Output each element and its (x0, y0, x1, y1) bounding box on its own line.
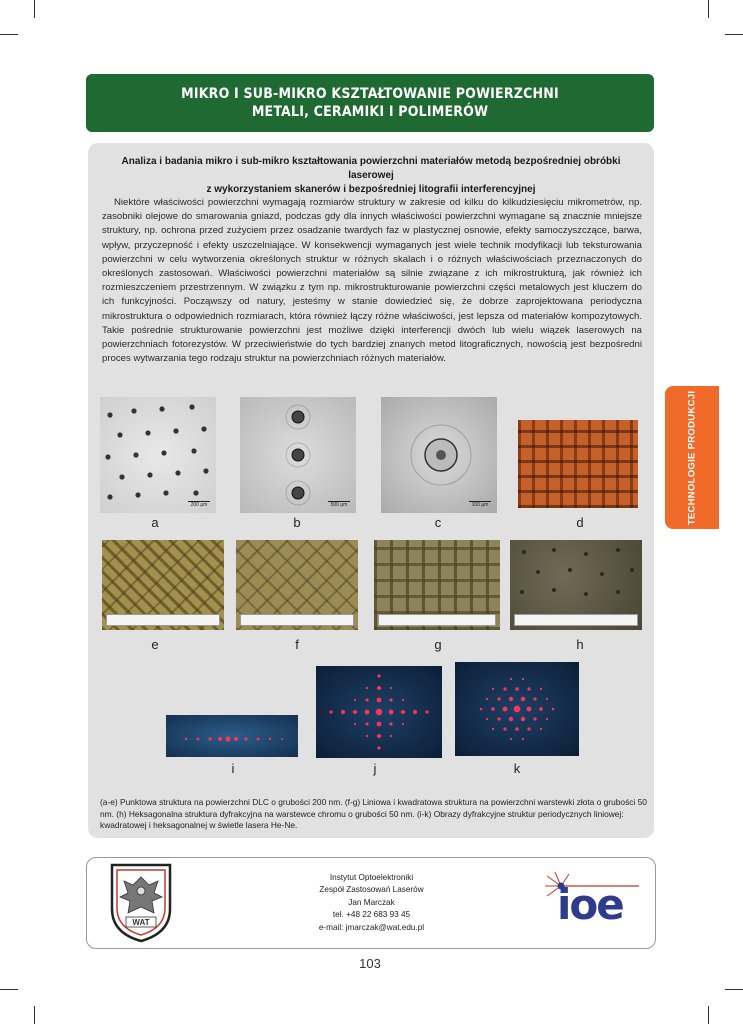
crater-column-graphic (240, 397, 356, 513)
subtitle-line-1: Analiza i badania mikro i sub-mikro kształtowania powierzchni materiałów metodą bezpośredniej obróbki laserowej (121, 156, 621, 181)
figure-j-image (316, 666, 442, 758)
scale-bar-a: 200 µm (188, 501, 210, 509)
figure-label-d: d (576, 515, 584, 530)
footer-contact (250, 872, 493, 934)
ioe-logo-text: ioe (557, 880, 623, 929)
figure-label-e: e (151, 637, 159, 652)
crop-mark (0, 34, 18, 35)
linear-diffraction-graphic (166, 715, 298, 757)
scale-bar-b: 500 µm (328, 501, 350, 509)
figure-label-b: b (293, 515, 301, 530)
scale-bar-c: 100 µm (469, 501, 491, 509)
title-line-1: MIKRO I SUB-MIKRO KSZTAŁTOWANIE POWIERZCHNI (181, 86, 559, 102)
hexagonal-diffraction-graphic (455, 662, 579, 756)
crop-mark (34, 0, 35, 18)
figure-label-k: k (513, 761, 521, 776)
footer-institute: Instytut Optoelektroniki (329, 873, 414, 882)
figure-f-image (236, 540, 358, 630)
title-line-2: METALI, CERAMIKI I POLIMERÓW (251, 104, 489, 120)
figure-label-h: h (576, 637, 584, 652)
square-diffraction-graphic (316, 666, 442, 758)
microscope-label-bar (240, 614, 354, 626)
figure-a-image (100, 397, 216, 513)
section-tab (665, 386, 719, 529)
dot-array-graphic (100, 397, 216, 513)
single-crater-graphic (381, 397, 497, 513)
wat-logo (106, 861, 176, 943)
crop-mark (725, 34, 743, 35)
microscope-label-bar (106, 614, 220, 626)
figure-g-image (374, 540, 500, 630)
section-tab-label: TECHNOLOGIE PRODUKCJI (686, 390, 698, 525)
figure-b-image (240, 397, 356, 513)
ioe-logo (543, 872, 643, 936)
footer-team: Zespół Zastosowań Laserów (319, 885, 424, 895)
wat-eagle-icon (106, 861, 176, 943)
figure-label-i: i (231, 761, 235, 776)
footer-phone: tel. +48 22 683 93 45 (332, 910, 411, 920)
figure-caption: (a-e) Punktowa struktura na powierzchni DLC o grubości 200 nm. (f-g) Liniowa i kwadratowa struktura na powierzchni warstewki złota o grubości 50 nm. (h) Heksagonalna struktura dyfrakcyjna na warstewce chromu o grubości 50 nm. (i-k) Obrazy dyfrakcyjne struktur periodycznych liniowej: kwadratowej i heksagonalnej w świetle lasera He-Ne. (100, 797, 647, 831)
article-subtitle (98, 155, 644, 197)
figure-label-f: f (295, 637, 299, 652)
figure-label-c: c (434, 515, 442, 530)
crop-mark (725, 989, 743, 990)
figure-c-image (381, 397, 497, 513)
crop-mark (708, 1006, 709, 1024)
figure-i-image (166, 715, 298, 757)
figure-d-image (518, 420, 638, 508)
subtitle-line-2: z wykorzystaniem skanerów i bezpośredniej litografii interferencyjnej (206, 184, 536, 195)
footer-email[interactable]: e-mail: jmarczak@wat.edu.pl (318, 922, 425, 932)
page-title (86, 74, 654, 132)
grid-pattern-overlay (518, 420, 638, 508)
figure-label-g: g (434, 637, 442, 652)
figure-label-a: a (151, 515, 159, 530)
crop-mark (708, 0, 709, 18)
footer-person: Jan Marczak (348, 897, 395, 907)
page-number: 103 (359, 956, 381, 971)
figure-label-j: j (373, 761, 377, 776)
figure-h-image (510, 540, 642, 630)
crop-mark (34, 1006, 35, 1024)
microscope-label-bar (378, 614, 496, 626)
crop-mark (0, 989, 18, 990)
microscope-label-bar (514, 614, 638, 626)
figure-k-image (455, 662, 579, 756)
article-body: Niektóre właściwości powierzchni wymagają rozmiarów struktury w zakresie od kilku do kilkudziesięciu mikrometrów, np. zasobniki olejowe do smarowania gniazd, podczas gdy dla innych właściwości powierzchni wymagane są znacznie mniejsze struktury, np. ochrona przed zużyciem przez osadzanie twardych faz w plastycznej osnowie, efekty samoczyszczące, barwa, wpływ, przyczepność i efekty uszczelniające. W konsekwencji wymaganych jest wiele technik modyfikacji lub teksturowania powierzchni w celu wytworzenia określonych struktur w różnych skalach i o różnych właściwościach przeznaczonych do określonych zastosowań. Właściwości powierzchni materiałów są silnie związane z ich mikrostrukturą, jak również ich rozmieszczeniem przestrzennym. W związku z tym np. mikrostrukturowanie powierzchni części metalowych jest kluczem do ich funkcyjności. Począwszy od natury, jesteśmy w stanie dowiedzieć się, że dobrze zaprojektowana periodyczna mikrostruktura o odpowiednich rozmiarach, która również łączy różne właściwości, jest lepsza od materiałów kompozytowych. Takie pośrednie strukturowanie powierzchni jest możliwe dzięki interferencji dwóch lub wielu wiązek laserowych na powierzchniach fotorezystów. W przeciwieństwie do tych bardziej znanych metod litograficznych, nowością jest bezpośredni proces wytwarzania tego rodzaju struktur na powierzchniach różnych materiałów. (102, 197, 642, 365)
wat-logo-text: WAT (132, 918, 150, 927)
figure-e-image (102, 540, 224, 630)
